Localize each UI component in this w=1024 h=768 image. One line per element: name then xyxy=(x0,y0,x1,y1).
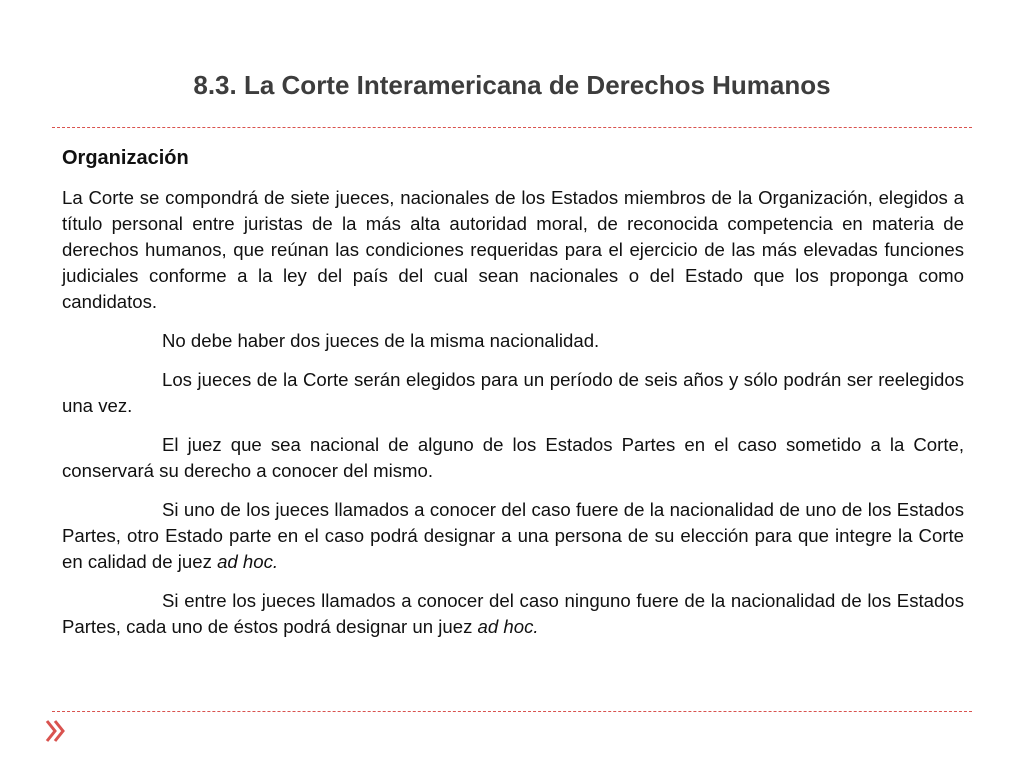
ad-hoc-term: ad hoc. xyxy=(477,616,539,637)
paragraph-term: Los jueces de la Corte serán elegidos para un período de seis años y sólo podrán ser reelegidos una vez. xyxy=(62,369,964,416)
slide-title: 8.3. La Corte Interamericana de Derechos Humanos xyxy=(193,70,831,100)
double-chevron-right-icon[interactable] xyxy=(44,716,66,746)
bottom-divider xyxy=(52,711,972,712)
ad-hoc-term: ad hoc. xyxy=(217,551,279,572)
paragraph-ad-hoc-one: Si uno de los jueces llamados a conocer del caso fuere de la nacionalidad de uno de los Estados Partes, otro Estado parte en el caso podrá designar a una persona de su elección para que integre la Corte en calidad de juez ad hoc. xyxy=(62,499,964,572)
section-heading: Organización xyxy=(62,147,189,169)
top-divider xyxy=(52,127,972,128)
paragraph-national-judge: El juez que sea nacional de alguno de los Estados Partes en el caso sometido a la Corte, conservará su derecho a conocer del mismo. xyxy=(62,434,964,481)
paragraph-composition: La Corte se compondrá de siete jueces, nacionales de los Estados miembros de la Organización, elegidos a título personal entre juristas de la más alta autoridad moral, de reconocida competencia en materia de derechos humanos, que reúnan las condiciones requeridas para el ejercicio de las más elevadas funciones judiciales conforme a la ley del país del cual sean nacionales o del Estado que los proponga como candidatos. xyxy=(62,187,964,312)
slide-body xyxy=(62,144,964,653)
paragraph-nationality: No debe haber dos jueces de la misma nacionalidad. xyxy=(162,330,600,351)
paragraph-ad-hoc-two: Si entre los jueces llamados a conocer del caso ninguno fuere de la nacionalidad de los Estados Partes, cada uno de éstos podrá designar un juez ad hoc. xyxy=(62,590,964,637)
